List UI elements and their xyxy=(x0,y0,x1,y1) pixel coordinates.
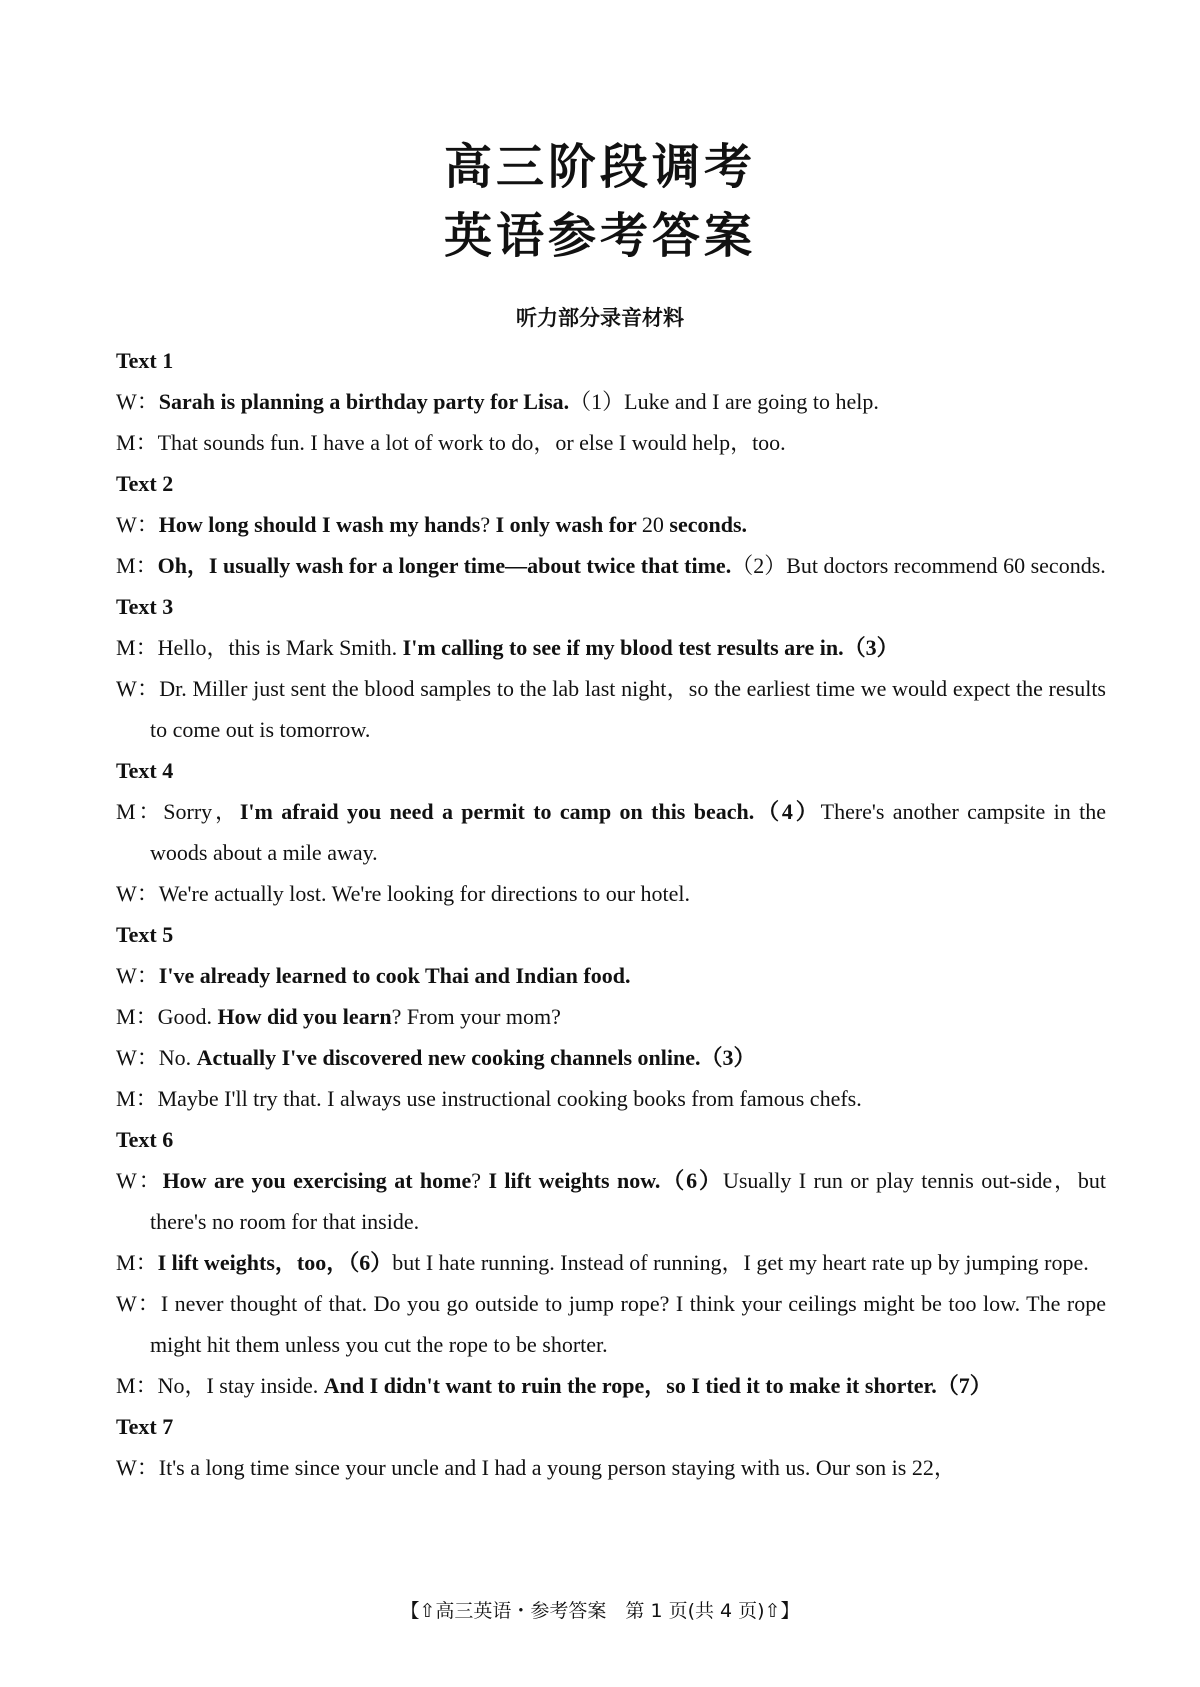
text-heading: Text 2 xyxy=(116,471,174,496)
dialogue-segment: Sorry， xyxy=(163,799,240,824)
dialogue-segment: Dr. Miller just sent the blood samples to the lab last night，so the earliest time we would expect the results to come out is tomorrow. xyxy=(150,676,1106,742)
title-line-2: 英语参考答案 xyxy=(443,208,756,264)
dialogue-line: W：I never thought of that. Do you go outside to jump rope? I think your ceilings might be too low. The rope might hit them unless you cut the rope to be shorter. xyxy=(116,1291,1106,1357)
dialogue-line: W：We're actually lost. We're looking for directions to our hotel. xyxy=(116,881,691,906)
dialogue-segment: It's a long time since your uncle and I had a young person staying with us. Our son is 22， xyxy=(158,1455,956,1480)
dialogue-line: W：Dr. Miller just sent the blood samples to the lab last night，so the earliest time we would expect the results to come out is tomorrow. xyxy=(116,676,1106,742)
speaker-label: W xyxy=(116,881,137,906)
dialogue-segment: I never thought of that. Do you go outside to jump rope? I think your ceilings might be too low. The rope might hit them unless you cut the rope to be shorter. xyxy=(150,1291,1106,1357)
dialogue-segment: ? xyxy=(471,1168,489,1193)
dialogue-segment: Hello，this is Mark Smith. xyxy=(157,635,403,660)
speaker-label: M xyxy=(116,430,136,455)
dialogue-line: M：That sounds fun. I have a lot of work to do，or else I would help，too. xyxy=(116,430,786,455)
title-line-1: 高三阶段调考 xyxy=(443,139,756,195)
section-heading: 听力部分录音材料 xyxy=(516,306,684,330)
speaker-label: M xyxy=(116,635,136,660)
speaker-label: M xyxy=(116,1373,136,1398)
speaker-label: M xyxy=(116,553,136,578)
speaker-label: W xyxy=(116,1291,137,1316)
dialogue-line: W：Sarah is planning a birthday party for Lisa.（1）Luke and I are going to help. xyxy=(116,389,879,414)
dialogue-segment: Actually I've discovered new cooking channels online.（3） xyxy=(196,1045,756,1070)
dialogue-segment: No，I stay inside. xyxy=(157,1373,324,1398)
dialogue-line: W：How are you exercising at home? I lift weights now.（6）Usually I run or play tennis out-side，but there's no room for that inside. xyxy=(116,1168,1106,1234)
dialogue-segment: （2）But doctors recommend 60 seconds. xyxy=(731,553,1106,578)
dialogue-segment: No. xyxy=(158,1045,197,1070)
dialogue-segment: How did you learn xyxy=(217,1004,392,1029)
dialogue-segment: but I hate running. Instead of running，I get my heart rate up by jumping rope. xyxy=(392,1250,1089,1275)
dialogue-segment: Maybe I'll try that. I always use instructional cooking books from famous chefs. xyxy=(157,1086,862,1111)
dialogue-line: M：Sorry，I'm afraid you need a permit to camp on this beach.（4）There's another campsite in the woods about a mile away. xyxy=(116,799,1106,865)
speaker-label: W xyxy=(116,963,137,988)
dialogue-segment: How long should I wash my hands xyxy=(158,512,481,537)
dialogue-segment: seconds. xyxy=(663,512,748,537)
dialogue-segment: Good. xyxy=(157,1004,218,1029)
dialogue-segment: I've already learned to cook Thai and Indian food. xyxy=(158,963,631,988)
dialogue-segment: Luke and I are going to help. xyxy=(624,389,879,414)
dialogue-line: M：Maybe I'll try that. I always use instructional cooking books from famous chefs. xyxy=(116,1086,862,1111)
speaker-label: M xyxy=(116,1250,136,1275)
dialogue-line: M：Good. How did you learn? From your mom? xyxy=(116,1004,561,1029)
text-heading: Text 4 xyxy=(116,758,174,783)
speaker-label: M xyxy=(116,799,136,824)
speaker-label: W xyxy=(116,1455,137,1480)
dialogue-segment: I'm afraid you need a permit to camp on this beach.（4） xyxy=(239,799,821,824)
speaker-label: W xyxy=(116,389,137,414)
speaker-label: W xyxy=(116,676,137,701)
speaker-label: M xyxy=(116,1004,136,1029)
dialogue-segment: We're actually lost. We're looking for directions to our hotel. xyxy=(158,881,691,906)
dialogue-segment: I lift weights，too，（6） xyxy=(157,1250,393,1275)
dialogue-segment: Sarah is planning a birthday party for Lisa. xyxy=(158,389,570,414)
dialogue-segment: That sounds fun. I have a lot of work to do，or else I would help，too. xyxy=(157,430,786,455)
dialogue-segment: Usually I run or play tennis out-side，but there's no room for that inside. xyxy=(150,1168,1106,1234)
dialogue-segment: ? xyxy=(480,512,496,537)
text-heading: Text 5 xyxy=(116,922,174,947)
dialogue-segment: How are you exercising at home xyxy=(162,1168,472,1193)
dialogue-segment: Oh，I usually wash for a longer time—about twice that time. xyxy=(157,553,732,578)
text-heading: Text 3 xyxy=(116,594,174,619)
speaker-label: M xyxy=(116,1086,136,1111)
dialogue-segment: And I didn't want to ruin the rope，so I tied it to make it shorter.（7） xyxy=(323,1373,992,1398)
dialogue-line: W：No. Actually I've discovered new cooking channels online.（3） xyxy=(116,1045,756,1070)
dialogue-line: W：I've already learned to cook Thai and Indian food. xyxy=(116,963,631,988)
dialogue-line: W：How long should I wash my hands? I only wash for 20 seconds. xyxy=(116,512,748,537)
dialogue-segment: （1） xyxy=(569,389,625,414)
text-heading: Text 1 xyxy=(116,348,174,373)
dialogue-segment: There's another campsite in the woods about a mile away. xyxy=(150,799,1106,865)
dialogue-segment: I'm calling to see if my blood test results are in.（3） xyxy=(402,635,899,660)
dialogue-segment: 20 xyxy=(641,512,664,537)
text-heading: Text 6 xyxy=(116,1127,174,1152)
text-heading: Text 7 xyxy=(116,1414,174,1439)
dialogue-line: M：I lift weights，too，（6）but I hate running. Instead of running，I get my heart rate up by jumping rope. xyxy=(116,1250,1089,1275)
speaker-label: W xyxy=(116,1045,137,1070)
dialogue-line: M：No，I stay inside. And I didn't want to ruin the rope，so I tied it to make it shorter.（7） xyxy=(116,1373,992,1398)
dialogue-segment: I lift weights now.（6） xyxy=(488,1168,723,1193)
speaker-label: W xyxy=(116,1168,137,1193)
dialogue-segment: ? From your mom? xyxy=(391,1004,561,1029)
dialogue-line: W：It's a long time since your uncle and I had a young person staying with us. Our son is 22， xyxy=(116,1455,956,1480)
transcript xyxy=(116,340,1106,1488)
page-footer: 【⇧高三英语・参考答案 第 1 页(共 4 页)⇧】 xyxy=(400,1600,800,1622)
dialogue-line: M：Hello，this is Mark Smith. I'm calling to see if my blood test results are in.（3） xyxy=(116,635,899,660)
dialogue-line: M：Oh，I usually wash for a longer time—about twice that time.（2）But doctors recommend 60 seconds. xyxy=(116,553,1106,578)
speaker-label: W xyxy=(116,512,137,537)
dialogue-segment: I only wash for xyxy=(495,512,642,537)
